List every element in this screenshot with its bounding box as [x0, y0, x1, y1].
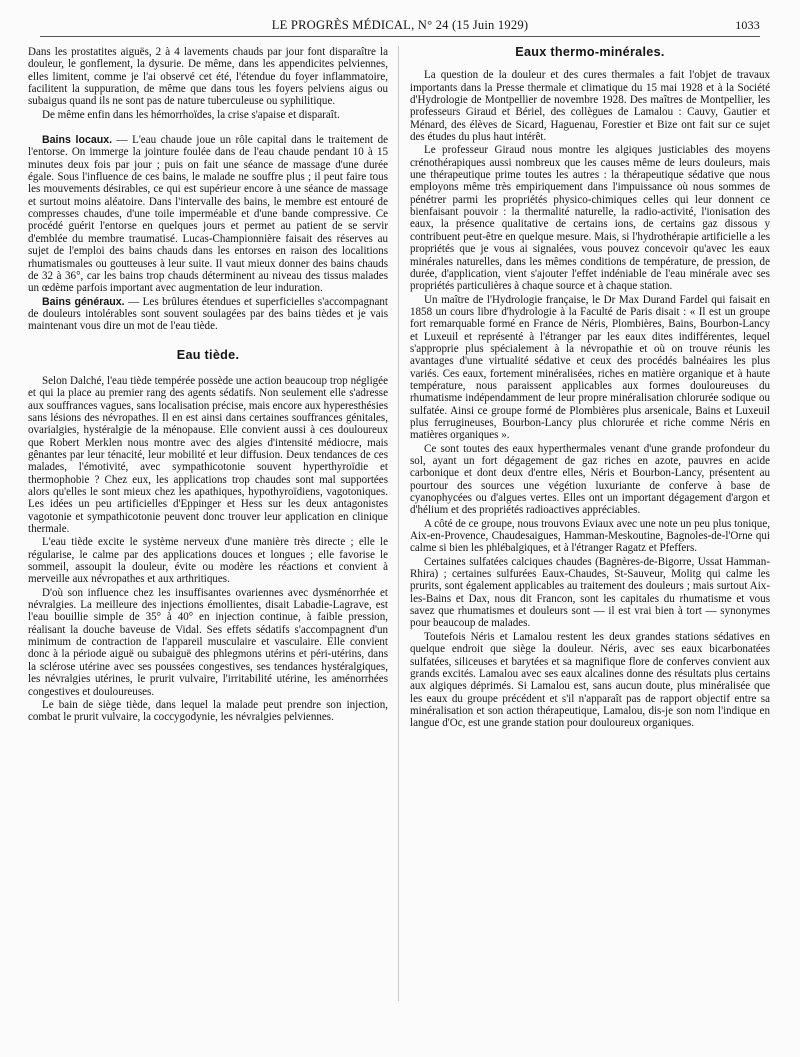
paragraph: Selon Dalché, l'eau tiède tempérée possède une action beaucoup trop négligée et qui la place au premier rang des agents sédatifs. Non seulement elle s'adresse aux souffrances vagues, sans localisation précise, mais encore aux hyperesthésies sans lésions des névropathes. Il en est ainsi dans certaines souffrances génitales, ovarialgies, hystéralgie de la ménopause. Elle convient aussi à ces douloureux que Robert Merklen nous montre avec des algies d'intensité médiocre, mais gênantes par leur ténacité, leur mobilité et leur diffusion. Deux tendances de ces malades, l'émotivité, avec sympathicotonie souvent hyperthyroïdie et thermophobie ? Chez eux, les applications trop chaudes sont mal supportées alors qu'elles le sont mieux chez les apathiques, hypothyroïdiens, vagotoniques. Les idées un peu artificielles d'Eppinger et Hess sur les deux antagonistes vagotonie et sympathicotonie peuvent donc trouver leur application en clinique thermale. — [28, 374, 388, 536]
right-column — [410, 46, 770, 730]
run-in-heading: Bains généraux. — [42, 295, 125, 308]
left-column — [28, 46, 388, 724]
paragraph: Certaines sulfatées calciques chaudes (Bagnères-de-Bigorre, Ussat Hamman-Rhira) ; certaines sulfurées Eaux-Chaudes, St-Sauveur, Molitg qui calme les prurits, sont également applicables au traitement des douleurs ; mais surtout Aix-les-Bains et Dax, nous dit Francon, sont les capitales du rhumatisme et vous savez que rhumatismes et douleurs sont — il est vrai bien à tort — synonymes pour beaucoup de malades. — [410, 555, 770, 630]
paragraph: La question de la douleur et des cures thermales a fait l'objet de travaux importants dans la Presse thermale et climatique du 15 mai 1928 et à la Société d'Hydrologie de Montpellier de novembre 1928. Des maîtres de Montpellier, les professeurs Giraud et Bériel, des collègues de Lamalou : Cauvy, Gautier et Ménard, des élèves de Sicard, Haguenau, Forestier et Bize ont fait sur ce sujet des études du plus haut intérêt. — [410, 69, 770, 144]
paragraph: Toutefois Néris et Lamalou restent les deux grandes stations sédatives en quelque endroit que siège la douleur. Néris, avec ses eaux bicarbonatées sulfatées, siliceuses et barytées et sa magnifique flore de conferves convient aux grands excités. Lamalou avec ses eaux alcalines donne des résultats plus certains aux algiques déprimés. Si Lamalou est, sans aucun doute, plus minéralisée que les eaux du groupe précédent et s'il n'apparaît pas de rapport objectif entre sa minéralisation et son action thérapeutique, Lamalou, dis-je son nom l'indique en langue d'Oc, est une grande station pour douloureux organiques. — [410, 630, 770, 730]
paragraph: A côté de ce groupe, nous trouvons Eviaux avec une note un peu plus tonique, Aix-en-Provence, Chaudesaigues, Hamman-Meskoutine, Bagnoles-de-l'Orne qui calme si bien les phlébalgiques, et à l'étranger Ragatz et Pfeffers. — [410, 517, 770, 555]
paragraph-text: — Les brûlures étendues et superficielles s'accompagnant de douleurs intolérables sont souvent soulagées par des bains tièdes et je vais maintenant vous dire un mot de l'eau tiède. — [28, 295, 388, 333]
run-in-heading: Bains locaux. — [42, 134, 113, 147]
journal-title: LE PROGRÈS MÉDICAL, N° 24 (15 Juin 1929) — [271, 18, 529, 32]
paragraph: Un maître de l'Hydrologie française, le Dr Max Durand Fardel qui faisait en 1858 un cours libre d'hydrologie à la Faculté de Paris disait : « Il est un groupe fort remarquable formé en France de Néris, Plombières, Bains, Bourbon-Lancy et Luxeuil et représenté à l'étranger par les eaux dites indifférentes, lequel s'approprie plus spécialement à la névropathie et où on trouve réunis les avantages d'une virtualité sédative et ceux des procédés balnéaires les plus variés. Ces eaux, fortement minéralisées, riches en matière organique et à haute température, nous paraissent applicables aux formes douloureuses du rhumatisme indépendamment de leur propre minéralisation chlorurée sodique ou sulfatée. Ainsi ce groupe formé de Plombières plus arsenicale, Bains et Luxeuil plus ferrugineuses, Bourbon-Lancy plus chlorurée et riche comme Néris en matières organiques ». — [410, 293, 770, 442]
column-divider — [398, 46, 399, 1001]
section-title-eau-tiede: Eau tiède. — [176, 347, 240, 362]
section-title-eaux-thermo-minerales: Eaux thermo-minérales. — [515, 45, 665, 59]
paragraph: D'où son influence chez les insuffisantes ovariennes avec dysménorrhée et névralgies. La meilleure des injections émollientes, disait Labadie-Lagrave, est l'eau bouillie simple de 35° à 40° en injection continue, à faible pression, réalisant la douche baveuse de Vidal. Ses effets sédatifs s'accompagnent d'un minimum de contraction de l'appareil musculaire et vasculaire. Elle convient donc à la période aiguë ou subaiguë des phlegmons utérins et péri-utérins, dans la sclérose utérine avec ses poussées congestives, ses tendances hystéralgiques, les névralgies utérines, le prurit vulvaire, l'irritabilité utérine, les aménorrhées congestives et douloureuses. — [28, 586, 388, 698]
running-header — [40, 18, 760, 36]
paragraph: Dans les prostatites aiguës, 2 à 4 lavements chauds par jour font disparaître la douleur, le gonflement, la dysurie. De même, dans les appendicites pelviennes, elles limitent, comme je l'ai observé cet été, l'étendue du foyer inflammatoire, facilitent la suppuration, de même que dans tous les foyers pelviens aigus ou subaigus quand ils ne sont pas de nature tuberculeuse ou syphilitique. — [28, 46, 388, 108]
paragraph: L'eau tiède excite le système nerveux d'une manière très directe ; elle le régularise, le calme par des applications douces et longues ; elle favorise le sommeil, assoupit la douleur, évite ou modère les réactions et convient à merveille aux névropathes et aux arthritiques. — [28, 536, 388, 586]
page-number: 1033 — [735, 18, 760, 32]
spacer — [28, 121, 388, 134]
paragraph-text: — L'eau chaude joue un rôle capital dans le traitement de l'entorse. On immerge la jointure foulée dans de l'eau chaude pendant 10 à 15 minutes deux fois par jour ; puis on fait une séance de massage d'une durée égale. Sous l'influence de ces bains, le malade ne souffre plus ; il peut faire tous les mouvements désirables, ce qui est supérieur encore à une séance de massage et surtout moins aléatoire. Dans l'intervalle des bains, le membre est entouré de compresses chaudes, d'une toile imperméable et d'une bande compressive. Ce procédé guérit l'entorse en quelques jours et permet au patient de se servir d'emblée du membre traumatisé. Lucas-Championnière faisait des réserves au sujet de l'emploi des bains chauds dans les entorses en raison des localitions rhumatismales ou goutteuses à leur suite. Il vaut mieux donner des bains chauds de 32 à 36°, car les bains trop chauds déterminent au niveau des tissus malades un œdème parfois important avec augmentation de leur induration. — [28, 134, 388, 295]
paragraph: Le professeur Giraud nous montre les algiques justiciables des moyens crénothérapiques aussi nombreux que les causes même de leurs douleurs, mais une thérapeutique prime toutes les autres : la thérapeutique sédative que nous employons même très empiriquement dans l'impuissance où nous sommes de pénétrer parmi les propriétés physico-chimiques celles qui leur donnent ce bienfaisant pouvoir : la thermalité naturelle, la radio-activité, l'ionisation des eaux, la présence qualitative de certains ions, de certains gaz dissous y contribuent peut-être en quelque mesure. Mais, si l'hydrothérapie artificielle a les propriétés que je vous ai signalées, vous pouvez concevoir qu'avec les eaux minérales naturelles, dans les mêmes conditions de température, de pression, de durée, d'application, vient s'ajouter l'effet indéniable de l'eau minérale avec ses propriétés particulières à chaque source et à chaque station. — [410, 144, 770, 293]
paragraph-bains-generaux — [28, 296, 388, 333]
paragraph: Le bain de siège tiède, dans lequel la malade peut prendre son injection, combat le prurit vulvaire, la coccygodynie, les névralgies pelviennes. — [28, 698, 388, 724]
paragraph-bains-locaux — [28, 134, 388, 294]
header-rule — [40, 36, 760, 37]
paragraph: De même enfin dans les hémorrhoïdes, la crise s'apaise et disparaît. — [42, 108, 340, 121]
paragraph: Ce sont toutes des eaux hyperthermales venant d'une grande profondeur du sol, ayant un fort dégagement de gaz riches en azote, pauvres en acide carbonique et dont deux d'entre elles, Néris et Bourbon-Lancy, présentent au pourtour des sources une végétion luxuriante de conferve à base de cyanophycées ou d'algues vertes. Elles ont un important dégagement d'argon et d'hélium et des propriétés radioactives appréciables. — [410, 442, 770, 517]
